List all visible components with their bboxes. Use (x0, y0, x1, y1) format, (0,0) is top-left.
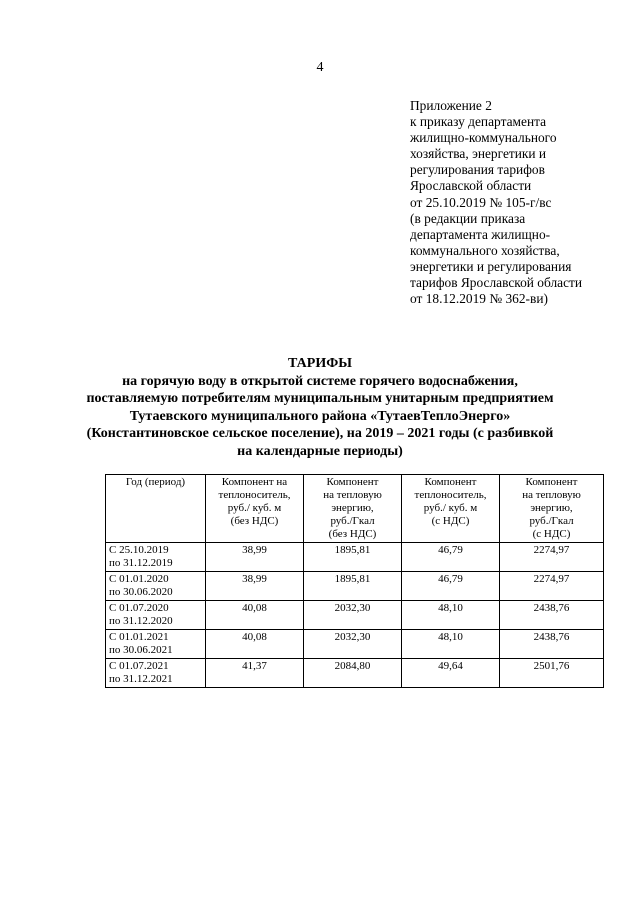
appendix-line: энергетики и регулирования (410, 258, 572, 274)
period-cell: С 01.01.2020 по 30.06.2020 (106, 572, 206, 601)
appendix-line: от 18.12.2019 № 362-ви) (410, 291, 548, 307)
value-cell: 48,10 (402, 630, 500, 659)
page-number: 4 (316, 60, 324, 75)
appendix-line: (в редакции приказа (410, 210, 526, 226)
title-line: Тутаевского муниципального района «ТутаевТеплоЭнерго» (129, 408, 511, 424)
title-heading: ТАРИФЫ (288, 356, 352, 371)
header-coolant-no-vat: Компонент на теплоноситель, руб./ куб. м (без НДС) (206, 475, 304, 543)
appendix-line: департамента жилищно- (410, 226, 551, 242)
value-cell: 2438,76 (500, 630, 604, 659)
title-line: поставляемую потребителям муниципальным унитарным предприятием (86, 391, 554, 406)
value-cell: 46,79 (402, 572, 500, 601)
header-coolant-vat: Компонент теплоноситель, руб./ куб. м (с НДС) (402, 475, 500, 543)
period-cell: С 01.07.2020 по 31.12.2020 (106, 601, 206, 630)
table-row (106, 572, 604, 601)
appendix-line: тарифов Ярославской области (410, 275, 583, 291)
value-cell: 2274,97 (500, 543, 604, 572)
appendix-block (410, 98, 630, 307)
value-cell: 2032,30 (304, 630, 402, 659)
appendix-line: Ярославской области (410, 178, 532, 194)
appendix-line: хозяйства, энергетики и (410, 146, 547, 162)
table-header-row (106, 475, 604, 543)
value-cell: 38,99 (206, 543, 304, 572)
document-title (0, 355, 640, 460)
appendix-line: коммунального хозяйства, (410, 242, 560, 258)
appendix-line: жилищно-коммунального (410, 130, 557, 146)
header-period: Год (период) (106, 475, 206, 543)
value-cell: 2274,97 (500, 572, 604, 601)
table-row (106, 659, 604, 688)
value-cell: 2084,80 (304, 659, 402, 688)
appendix-line: Приложение 2 (410, 98, 492, 113)
title-line: (Константиновское сельское поселение), на 2019 – 2021 годы (с разбивкой (86, 426, 554, 441)
value-cell: 2501,76 (500, 659, 604, 688)
value-cell: 38,99 (206, 572, 304, 601)
appendix-line: регулирования тарифов (410, 162, 545, 178)
value-cell: 40,08 (206, 601, 304, 630)
header-heat-vat: Компонент на тепловую энергию, руб./Гкал (с НДС) (500, 475, 604, 543)
header-heat-no-vat: Компонент на тепловую энергию, руб./Гкал (без НДС) (304, 475, 402, 543)
value-cell: 2032,30 (304, 601, 402, 630)
value-cell: 46,79 (402, 543, 500, 572)
title-line: на календарные периоды) (237, 443, 403, 459)
value-cell: 49,64 (402, 659, 500, 688)
value-cell: 41,37 (206, 659, 304, 688)
value-cell: 1895,81 (304, 572, 402, 601)
value-cell: 2438,76 (500, 601, 604, 630)
table-row (106, 543, 604, 572)
table-row (106, 630, 604, 659)
appendix-line: от 25.10.2019 № 105-г/вс (410, 194, 552, 210)
period-cell: С 01.01.2021 по 30.06.2021 (106, 630, 206, 659)
period-cell: С 01.07.2021 по 31.12.2021 (106, 659, 206, 688)
value-cell: 1895,81 (304, 543, 402, 572)
title-line: на горячую воду в открытой системе горячего водоснабжения, (122, 373, 518, 389)
value-cell: 40,08 (206, 630, 304, 659)
tariff-table (105, 474, 604, 688)
appendix-line: к приказу департамента (410, 114, 547, 130)
table-row (106, 601, 604, 630)
value-cell: 48,10 (402, 601, 500, 630)
period-cell: С 25.10.2019 по 31.12.2019 (106, 543, 206, 572)
